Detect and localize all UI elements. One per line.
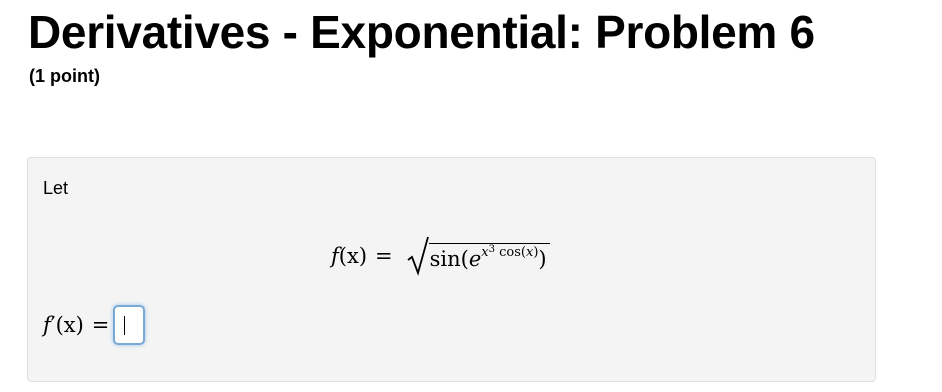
function-argument: (x) xyxy=(338,244,368,268)
radicand xyxy=(429,243,550,271)
problem-panel xyxy=(27,157,876,382)
sin-function: sin xyxy=(429,247,461,271)
exponent-power: 3 xyxy=(488,244,496,255)
points-label: (1 point) xyxy=(29,66,100,86)
derivative-argument: (x) xyxy=(55,313,84,337)
answer-equals-sign: = xyxy=(91,313,110,337)
exponent-close-paren: ) xyxy=(533,245,539,260)
square-root-icon xyxy=(407,236,429,276)
function-name: f xyxy=(331,244,339,268)
exponent-cos: cos( xyxy=(495,245,526,260)
exp-base: e xyxy=(468,247,482,271)
exponent-cos-variable: x xyxy=(526,245,534,260)
exponent-variable: x xyxy=(481,245,489,260)
text-caret xyxy=(124,316,125,335)
page-title: Derivatives - Exponential: Problem 6 xyxy=(28,6,815,58)
prime-symbol: ′ xyxy=(50,313,56,337)
open-paren: ( xyxy=(460,247,469,271)
derivative-name: f xyxy=(43,313,51,337)
function-definition xyxy=(331,236,550,276)
close-paren: ) xyxy=(538,247,547,271)
equals-sign: = xyxy=(375,244,393,268)
answer-input[interactable] xyxy=(113,305,145,345)
problem-intro: Let xyxy=(43,178,69,198)
exponent xyxy=(481,245,538,260)
answer-row xyxy=(43,303,145,347)
